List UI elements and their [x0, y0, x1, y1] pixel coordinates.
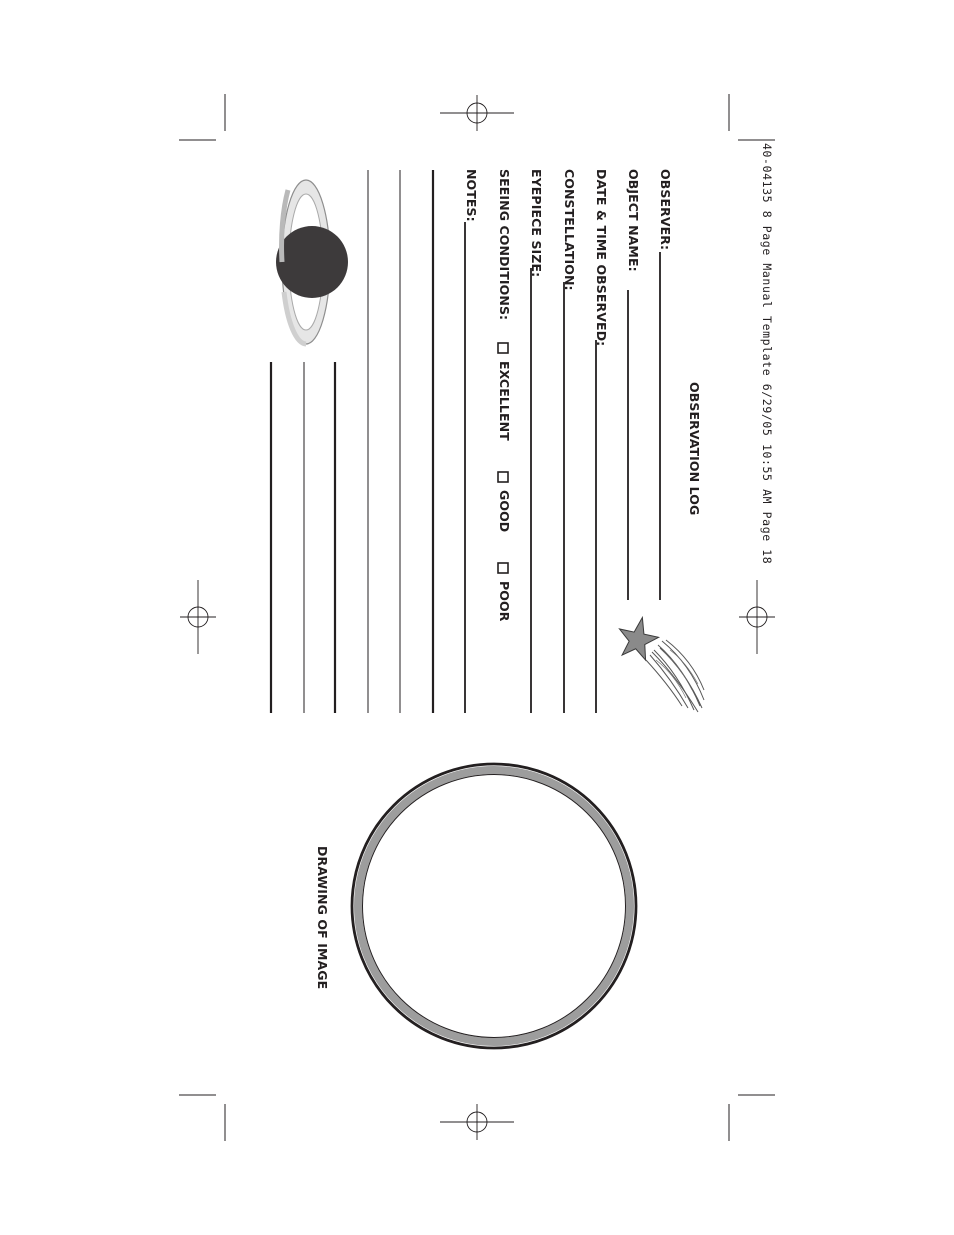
option-good: GOOD [497, 490, 512, 533]
checkbox-poor[interactable] [498, 563, 508, 573]
drawing-circle [352, 764, 636, 1048]
eyepiece-size-label: EYEPIECE SIZE: [529, 169, 544, 278]
object-name-label: OBJECT NAME: [626, 169, 641, 272]
registration-mark-icon [440, 1104, 514, 1140]
checkbox-good[interactable] [498, 472, 508, 482]
constellation-label: CONSTELLATION: [562, 169, 577, 291]
saturn-illustration [276, 180, 348, 344]
page-title: OBSERVATION LOG [687, 382, 702, 516]
slug-line: 40-04135 8 Page Manual Template 6/29/05 10:55 AM Page 18 [760, 143, 774, 565]
shooting-star-illustration [614, 613, 704, 712]
registration-mark-icon [739, 580, 775, 654]
registration-mark-icon [440, 95, 514, 131]
observer-label: OBSERVER: [658, 169, 673, 251]
seeing-conditions-label: SEEING CONDITIONS: [497, 169, 512, 321]
option-excellent: EXCELLENT [497, 361, 512, 441]
notes-label: NOTES: [464, 169, 479, 222]
checkbox-excellent[interactable] [498, 343, 508, 353]
drawing-label: DRAWING OF IMAGE [315, 846, 330, 990]
date-time-label: DATE & TIME OBSERVED: [594, 169, 609, 347]
option-poor: POOR [497, 581, 512, 622]
registration-mark-icon [180, 580, 216, 654]
